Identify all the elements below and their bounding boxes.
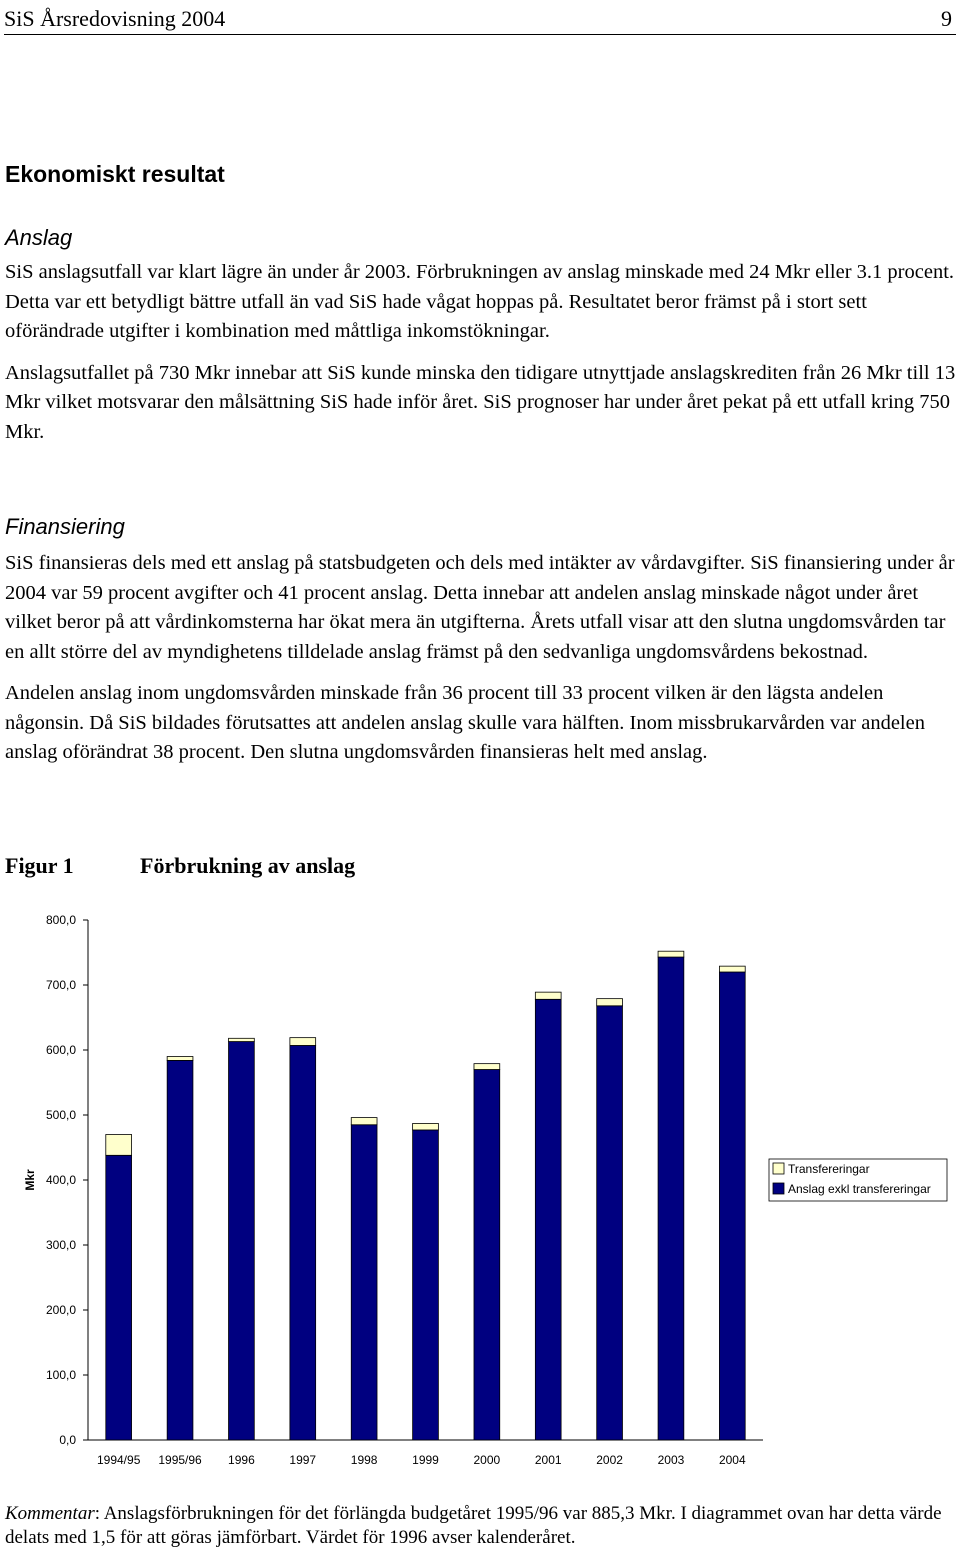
y-tick-label: 600,0	[45, 1043, 76, 1057]
bar-segment	[474, 1070, 500, 1441]
anslag-body	[5, 258, 957, 447]
bar-segment	[535, 992, 561, 999]
y-tick-label: 500,0	[45, 1108, 76, 1122]
x-tick-label: 2002	[596, 1453, 623, 1467]
finansiering-body	[5, 549, 957, 768]
x-tick-label: 1994/95	[96, 1453, 141, 1467]
paragraph: Anslagsutfallet på 730 Mkr innebar att SiS kunde minska den tidigare utnyttjade anslagskrediten från 26 Mkr till 13 Mkr vilket motsvarar den målsättning SiS hade inför året. SiS prognoser har under året pekat på ett utfall kring 750 Mkr.	[5, 361, 956, 443]
figure-title: Förbrukning av anslag	[140, 853, 356, 878]
bar-segment	[167, 1057, 193, 1061]
x-tick-label: 1998	[350, 1453, 378, 1467]
bar-segment	[229, 1038, 255, 1041]
bar-segment	[351, 1118, 377, 1125]
x-tick-label: 1996	[228, 1453, 255, 1467]
bar-segment	[658, 957, 684, 1440]
bar-segment	[106, 1135, 132, 1156]
x-tick-label: 2003	[657, 1453, 685, 1467]
bar-segment	[535, 999, 561, 1440]
bar-segment	[106, 1155, 132, 1440]
figure-comment	[5, 1502, 957, 1550]
bar-segment	[351, 1125, 377, 1440]
bar-chart	[0, 900, 960, 1480]
paragraph: SiS anslagsutfall var klart lägre än under år 2003. Förbrukningen av anslag minskade med 24 Mkr eller 3.1 procent. Detta var ett betydligt bättre utfall än vad SiS hade vågat hoppas på. Resultatet beror främst på i stort sett oförändrade utgifter i kombination med måttliga inkomstökningar.	[5, 261, 955, 342]
bar-segment	[597, 1006, 623, 1440]
bar-segment	[597, 999, 623, 1006]
x-tick-label: 2000	[473, 1453, 501, 1467]
bar-segment	[229, 1042, 255, 1440]
legend-label: Anslag exkl transfereringar	[788, 1182, 931, 1196]
bar-segment	[719, 972, 745, 1440]
x-tick-label: 1995/96	[158, 1453, 202, 1467]
legend-swatch	[773, 1163, 784, 1174]
bar-segment	[719, 966, 745, 972]
bar-segment	[474, 1064, 500, 1070]
bar-segment	[290, 1038, 316, 1046]
paragraph: SiS finansieras dels med ett anslag på statsbudgeten och dels med intäkter av vårdavgifter. SiS finansiering under år 2004 var 59 procent avgifter och 41 procent anslag. Detta innebar att andelen anslag minskade något under året vilket beror på att vårdinkomsterna har ökat mera än utgifterna. Årets utfall visar att den slutna ungdomsvården tar en allt större del av myndighetens tilldelade anslag främst på den sedvanliga ungdomsvårdens bekostnad.	[5, 552, 955, 663]
section-title: Ekonomiskt resultat	[5, 161, 225, 187]
y-tick-label: 300,0	[45, 1238, 76, 1252]
legend-swatch	[773, 1183, 784, 1194]
heading-finansiering: Finansiering	[5, 514, 125, 539]
bar-segment	[658, 951, 684, 957]
comment-label: Kommentar	[5, 1503, 95, 1524]
x-tick-label: 2004	[718, 1453, 746, 1467]
bar-segment	[167, 1060, 193, 1440]
x-tick-label: 1997	[289, 1453, 317, 1467]
figure-label: Figur 1	[5, 853, 74, 878]
x-tick-label: 2001	[534, 1453, 562, 1467]
comment-text: : Anslagsförbrukningen för det förlängda budgetåret 1995/96 var 885,3 Mkr. I diagrammet ovan har detta värde delats med 1,5 för att göras jämförbart. Värdet för 1996 avser kalenderåret.	[5, 1503, 942, 1548]
y-axis-label: Mkr	[23, 1169, 37, 1191]
bar-segment	[413, 1130, 439, 1440]
document-title: SiS Årsredovisning 2004	[4, 6, 226, 31]
y-tick-label: 700,0	[45, 978, 76, 992]
y-tick-label: 0,0	[59, 1433, 76, 1447]
bar-segment	[413, 1123, 439, 1130]
bar-segment	[290, 1045, 316, 1440]
legend-label: Transfereringar	[788, 1162, 870, 1176]
x-tick-label: 1999	[412, 1453, 439, 1467]
page-header	[4, 4, 956, 35]
y-tick-label: 100,0	[45, 1368, 76, 1382]
paragraph: Andelen anslag inom ungdomsvården minskade från 36 procent till 33 procent vilken är den lägsta andelen någonsin. Då SiS bildades förutsattes att andelen anslag skulle vara hälften. Inom missbrukarvården var andelen anslag oförändrat 38 procent. Den slutna ungdomsvården finansieras helt med anslag.	[5, 682, 925, 763]
y-tick-label: 800,0	[45, 913, 76, 927]
heading-anslag: Anslag	[5, 225, 73, 250]
y-tick-label: 400,0	[45, 1173, 76, 1187]
y-tick-label: 200,0	[45, 1303, 76, 1317]
page-number: 9	[941, 6, 952, 31]
